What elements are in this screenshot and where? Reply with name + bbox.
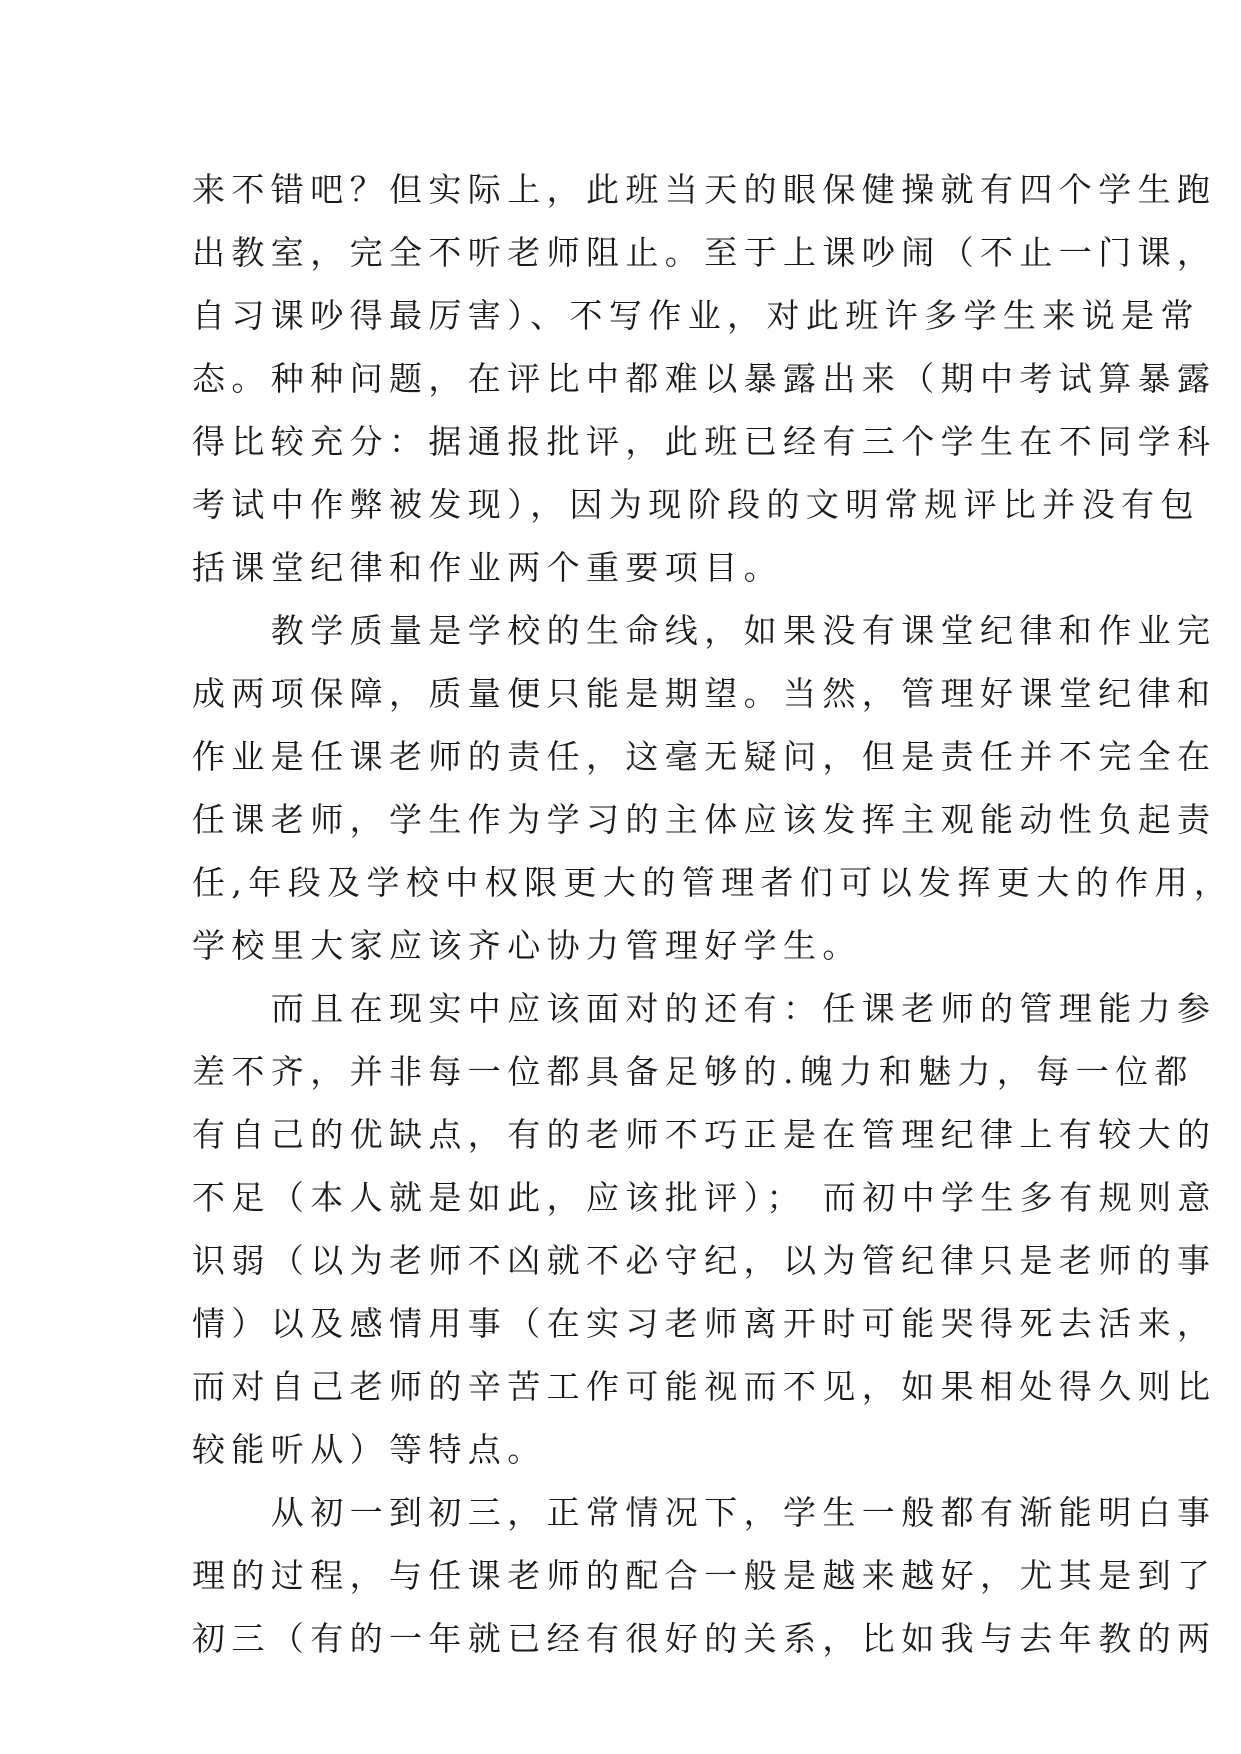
text-line: 得比较充分：据通报批评，此班已经有三个学生在不同学科 — [192, 422, 1217, 461]
text-line: 作业是任课老师的责任，这毫无疑问，但是责任并不完全在 — [192, 737, 1217, 776]
text-line: 较能听从）等特点。 — [192, 1430, 547, 1469]
text-line: 教学质量是学校的生命线，如果没有课堂纪律和作业完 — [192, 611, 1217, 650]
text-line: 学校里大家应该齐心协力管理好学生。 — [192, 926, 862, 965]
text-line: 出教室，完全不听老师阻止。至于上课吵闹（不止一门课， — [192, 233, 1217, 272]
text-line: 任课老师，学生作为学习的主体应该发挥主观能动性负起责 — [192, 800, 1217, 839]
text-line: 不足（本人就是如此，应该批评）； 而初中学生多有规则意 — [192, 1178, 1217, 1217]
text-line: 理的过程，与任课老师的配合一般是越来越好，尤其是到了 — [192, 1556, 1217, 1595]
text-line: 情）以及感情用事（在实习老师离开时可能哭得死去活来， — [192, 1304, 1217, 1343]
document-body — [192, 158, 1234, 1670]
text-line: 差不齐，并非每一位都具备足够的.魄力和魅力，每一位都 — [192, 1052, 1194, 1091]
text-line: 成两项保障，质量便只能是期望。当然，管理好课堂纪律和 — [192, 674, 1217, 713]
text-line: 括课堂纪律和作业两个重要项目。 — [192, 548, 783, 587]
text-line: 态。种种问题，在评比中都难以暴露出来（期中考试算暴露 — [192, 359, 1217, 398]
text-line: 从初一到初三，正常情况下，学生一般都有渐能明白事 — [192, 1493, 1217, 1532]
text-line: 而且在现实中应该面对的还有：任课老师的管理能力参 — [192, 989, 1217, 1028]
text-line: 初三（有的一年就已经有很好的关系，比如我与去年教的两 — [192, 1619, 1217, 1658]
text-line: 自习课吵得最厉害）、不写作业，对此班许多学生来说是常 — [192, 296, 1200, 335]
text-line: 任,年段及学校中权限更大的管理者们可以发挥更大的作用， — [192, 863, 1234, 902]
text-line: 来不错吧？但实际上，此班当天的眼保健操就有四个学生跑 — [192, 170, 1217, 209]
text-line: 而对自己老师的辛苦工作可能视而不见，如果相处得久则比 — [192, 1367, 1217, 1406]
text-line: 有自己的优缺点，有的老师不巧正是在管理纪律上有较大的 — [192, 1115, 1217, 1154]
text-line: 考试中作弊被发现），因为现阶段的文明常规评比并没有包 — [192, 485, 1200, 524]
text-line: 识弱（以为老师不凶就不必守纪，以为管纪律只是老师的事 — [192, 1241, 1217, 1280]
